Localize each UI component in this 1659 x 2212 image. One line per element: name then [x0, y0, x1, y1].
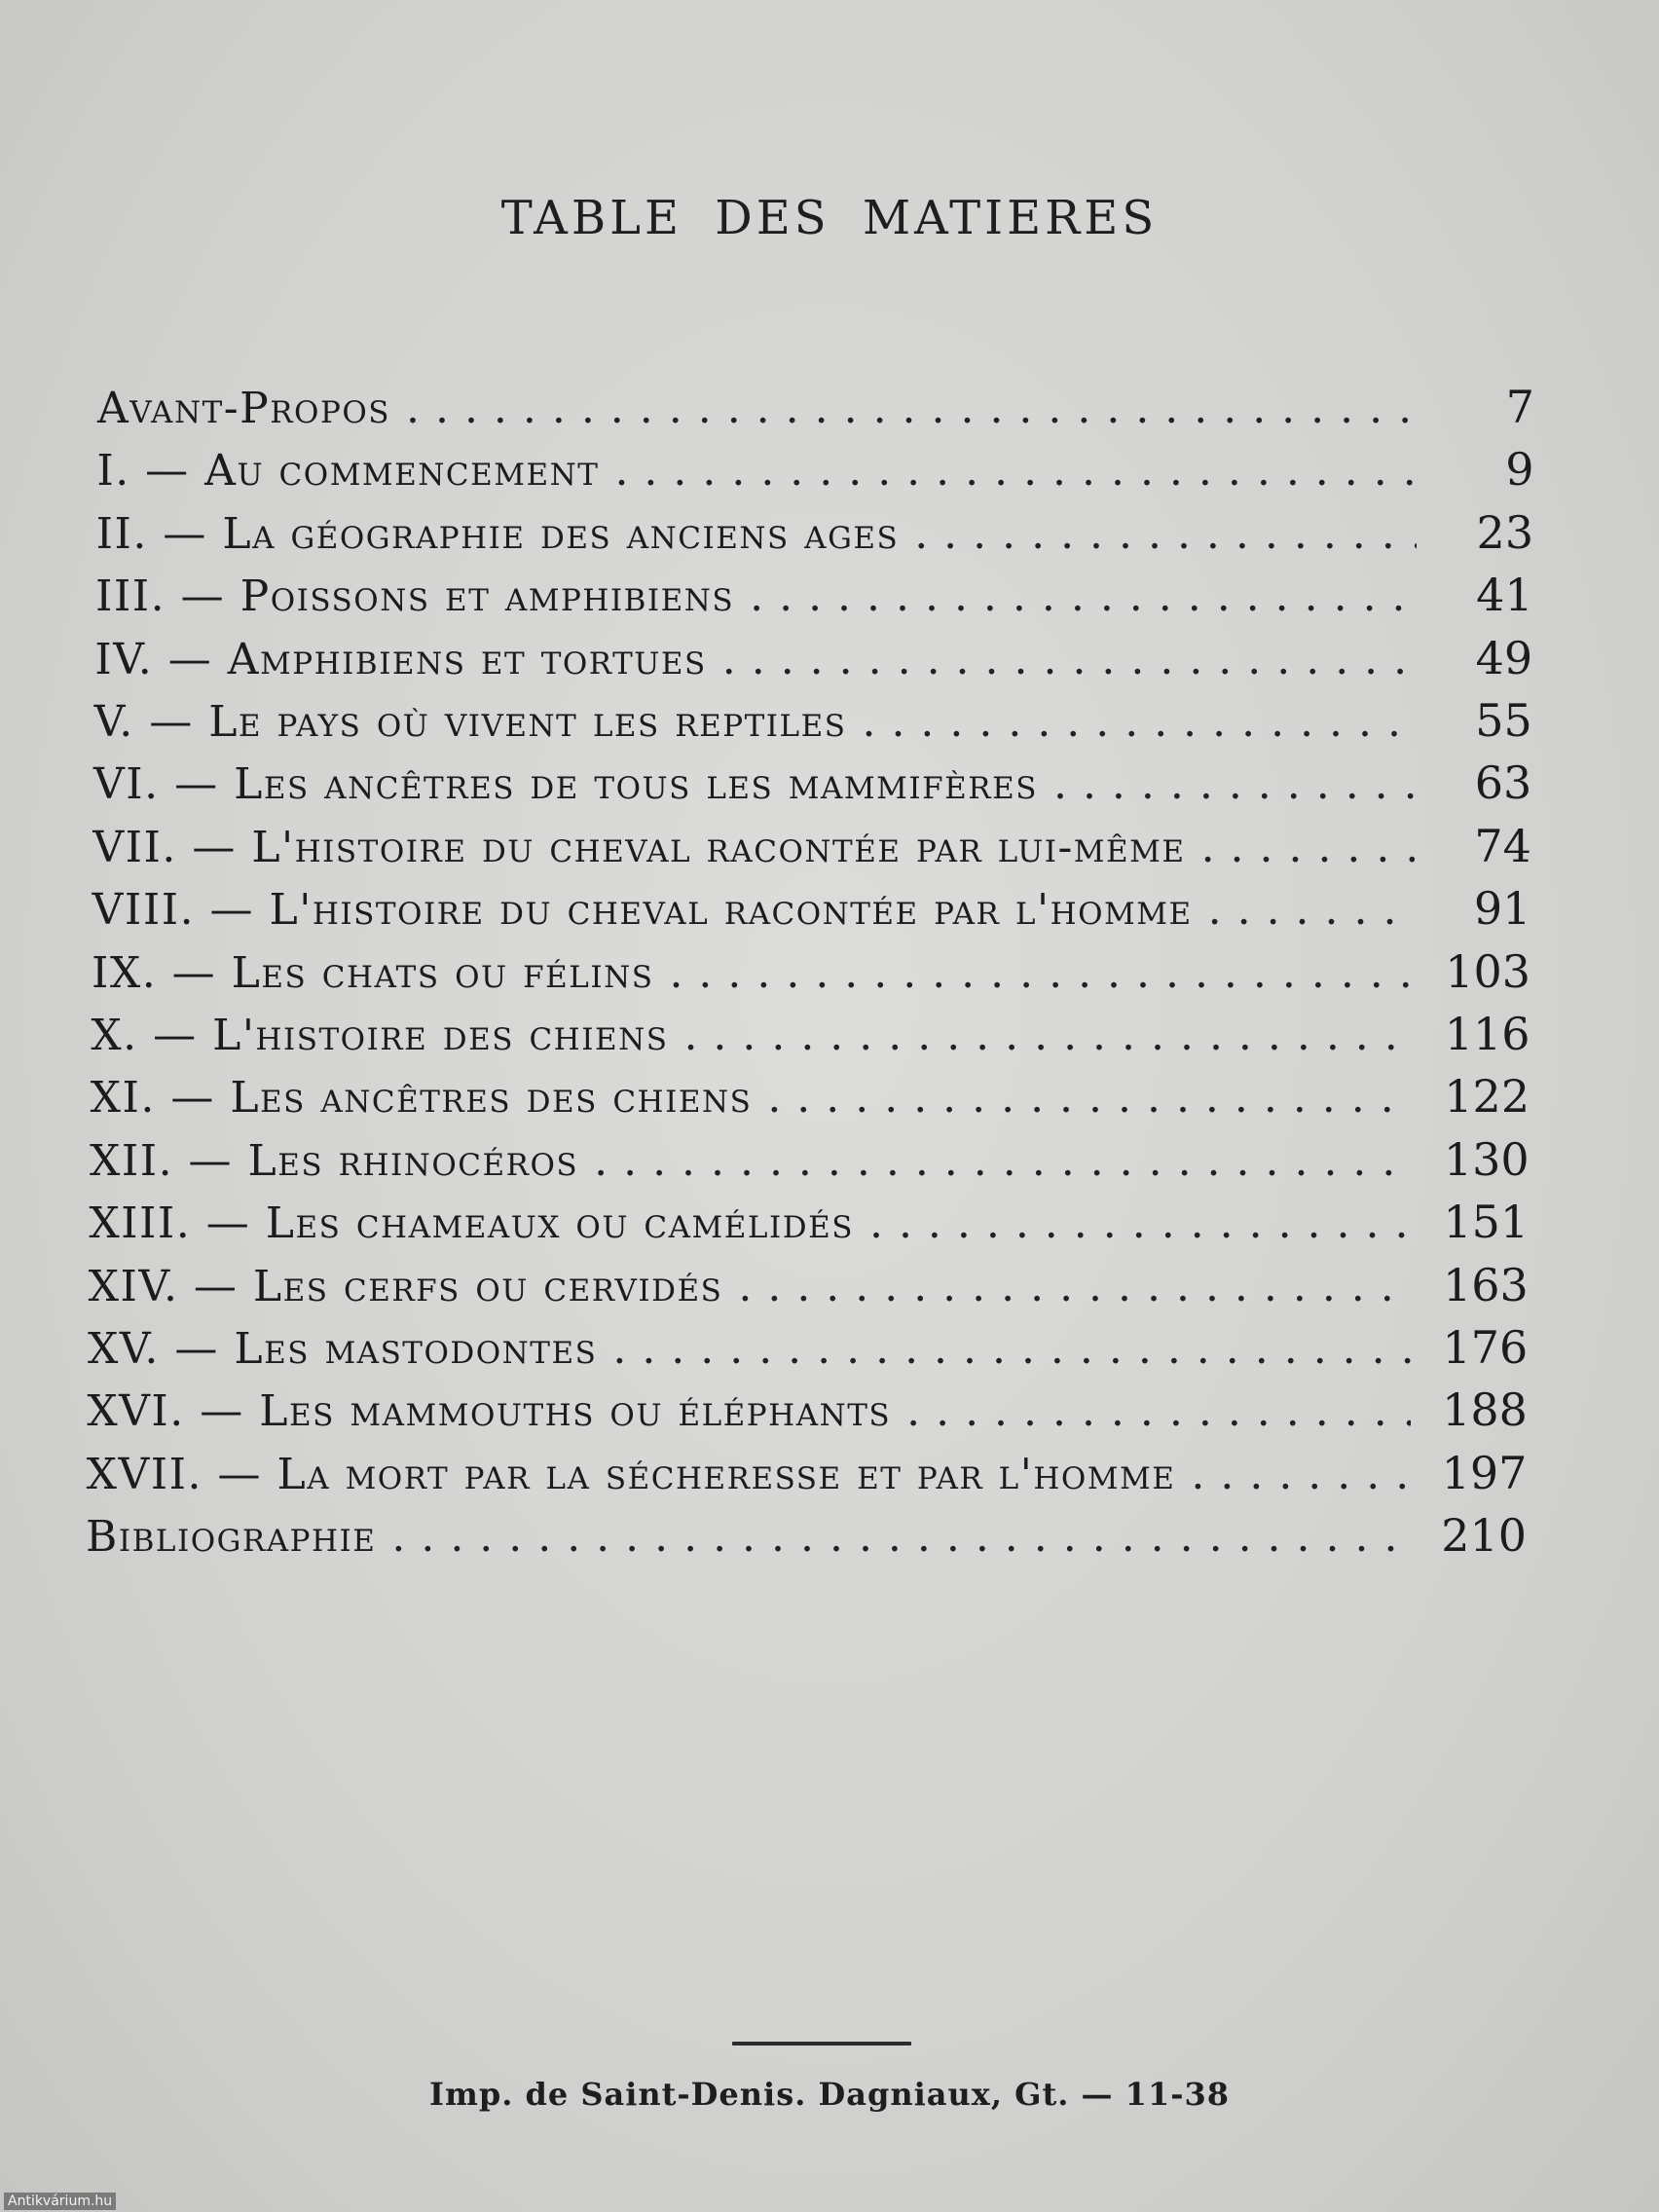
toc-entry-title: IV. — Amphibiens et tortues	[94, 634, 707, 684]
toc-entry	[97, 376, 1534, 438]
toc-entry	[92, 940, 1530, 1003]
toc-entry-page-number: 9	[1505, 443, 1534, 497]
toc-entry-title: VII. — L'histoire du cheval racontée par lui-même	[92, 822, 1186, 872]
toc-entry	[93, 752, 1531, 814]
toc-entry	[86, 1504, 1527, 1567]
toc-entry	[95, 564, 1533, 626]
toc-entry-title: Bibliographie	[86, 1512, 377, 1563]
dot-leader	[594, 1130, 1413, 1193]
toc-entry-page-number: 188	[1442, 1383, 1528, 1437]
watermark: Antikvárium.hu	[4, 2193, 116, 2210]
toc-entry-page-number: 197	[1441, 1446, 1528, 1499]
toc-entry-title: XI. — Les ancêtres des chiens	[90, 1073, 753, 1124]
toc-entry	[88, 1316, 1528, 1379]
toc-entry-page-number: 41	[1476, 569, 1533, 622]
page-title: TABLE DES MATIERES	[500, 191, 1159, 245]
toc-entry-title: X. — L'histoire des chiens	[91, 1011, 669, 1060]
toc-entry-page-number: 7	[1505, 381, 1534, 433]
toc-entry	[94, 689, 1532, 752]
toc-entry-title: VI. — Les ancêtres de tous les mammifères	[93, 759, 1038, 810]
divider-rule	[732, 2042, 911, 2046]
toc-entry-title: Avant-Propos	[97, 384, 390, 433]
toc-entry-title: IX. — Les chats ou félins	[92, 947, 654, 998]
dot-leader	[722, 629, 1416, 691]
toc-entry-title: XII. — Les rhinocéros	[90, 1135, 579, 1186]
toc-entry-page-number: 91	[1473, 882, 1531, 936]
toc-entry-page-number: 49	[1475, 631, 1533, 684]
toc-entry-title: V. — Le pays où vivent les reptiles	[93, 697, 847, 747]
dot-leader	[669, 942, 1414, 1005]
toc-entry	[87, 1442, 1528, 1504]
toc-entry-title: I. — Au commencement	[96, 446, 600, 497]
toc-entry	[92, 815, 1531, 877]
toc-entry-title: XIV. — Les cerfs ou cervidés	[88, 1261, 723, 1311]
toc-entry	[96, 438, 1533, 500]
toc-entry-title: XIII. — Les chameaux ou camélidés	[89, 1198, 854, 1249]
dot-leader	[750, 566, 1417, 628]
toc-entry	[91, 1003, 1530, 1065]
toc-entry-page-number: 163	[1442, 1258, 1529, 1311]
toc-entry-page-number: 116	[1444, 1008, 1530, 1060]
toc-entry	[96, 501, 1533, 564]
toc-entry-title: XV. — Les mastodontes	[88, 1324, 598, 1374]
table-of-contents	[0, 376, 1659, 1564]
dot-leader	[862, 691, 1415, 754]
toc-entry-page-number: 63	[1474, 756, 1532, 810]
toc-entry-page-number: 23	[1476, 505, 1534, 559]
dot-leader	[869, 1193, 1412, 1255]
printer-imprint: Imp. de Saint-Denis. Dagniaux, Gt. — 11-38	[428, 2076, 1231, 2113]
toc-entry	[92, 877, 1531, 940]
toc-entry-title: II. — La géographie des anciens ages	[95, 508, 900, 559]
toc-entry	[89, 1254, 1529, 1316]
dot-leader	[683, 1005, 1413, 1067]
toc-entry-page-number: 103	[1445, 944, 1530, 998]
dot-leader	[406, 378, 1418, 440]
dot-leader	[391, 1506, 1410, 1568]
toc-entry-page-number: 74	[1474, 819, 1531, 872]
toc-entry	[87, 1379, 1528, 1441]
toc-entry	[89, 1191, 1529, 1253]
toc-entry-page-number: 176	[1442, 1321, 1529, 1374]
dot-leader	[1191, 1444, 1410, 1506]
toc-entry	[94, 627, 1532, 689]
dot-leader	[914, 503, 1417, 566]
toc-entry	[91, 1065, 1530, 1127]
dot-leader	[614, 440, 1417, 502]
toc-entry-page-number: 130	[1443, 1132, 1530, 1186]
toc-entry-page-number: 151	[1443, 1196, 1530, 1249]
dot-leader	[767, 1067, 1413, 1129]
dot-leader	[1201, 817, 1415, 879]
dot-leader	[906, 1381, 1411, 1443]
toc-entry	[90, 1128, 1530, 1191]
toc-entry-page-number: 210	[1441, 1509, 1527, 1563]
toc-entry-page-number: 122	[1444, 1070, 1530, 1124]
dot-leader	[738, 1256, 1411, 1318]
dot-leader	[1208, 879, 1415, 941]
toc-entry-title: XVI. — Les mammouths ou éléphants	[87, 1386, 892, 1437]
toc-entry-title: VIII. — L'histoire du cheval racontée par l'homme	[92, 885, 1193, 936]
dot-leader	[612, 1318, 1411, 1381]
dot-leader	[1053, 754, 1415, 816]
toc-entry-title: XVII. — La mort par la sécheresse et par l'homme	[86, 1449, 1176, 1499]
toc-entry-title: III. — Poissons et amphibiens	[95, 571, 735, 622]
toc-entry-page-number: 55	[1475, 694, 1532, 747]
